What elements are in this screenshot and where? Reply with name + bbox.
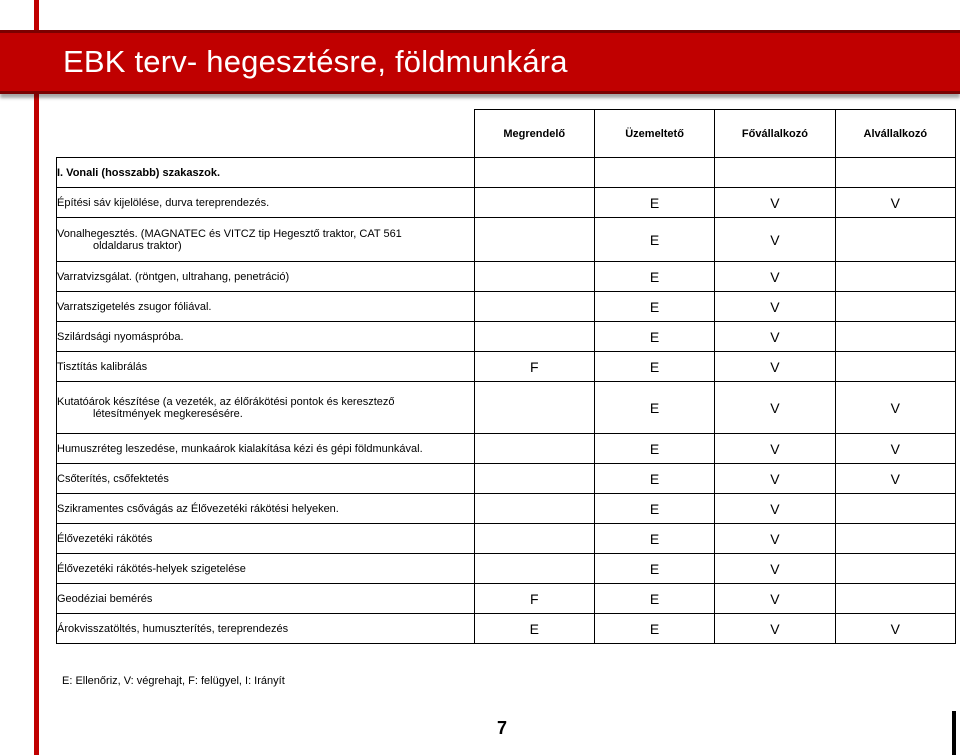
section-empty-cell <box>835 158 955 188</box>
row-text-continued: oldaldarus traktor) <box>93 239 182 252</box>
role-cell <box>835 322 955 352</box>
role-cell: E <box>594 464 714 494</box>
role-cell: E <box>594 382 714 434</box>
role-cell: E <box>594 584 714 614</box>
row-text: Tisztítás kalibrálás <box>57 360 148 373</box>
role-cell: E <box>474 614 594 644</box>
row-description <box>57 322 475 352</box>
section-label: I. Vonali (hosszabb) szakaszok. <box>57 158 475 188</box>
role-cell: E <box>594 292 714 322</box>
role-cell: V <box>715 524 835 554</box>
column-header: Üzemeltető <box>594 110 714 158</box>
row-description <box>57 262 475 292</box>
role-cell <box>474 494 594 524</box>
table-row <box>57 524 956 554</box>
role-cell: V <box>715 614 835 644</box>
table-row <box>57 464 956 494</box>
table-row <box>57 614 956 644</box>
header-row <box>57 110 956 158</box>
section-empty-cell <box>594 158 714 188</box>
role-cell: E <box>594 434 714 464</box>
role-cell <box>474 524 594 554</box>
table-row <box>57 218 956 262</box>
role-cell: V <box>835 382 955 434</box>
role-cell <box>835 218 955 262</box>
role-cell: F <box>474 584 594 614</box>
row-description <box>57 554 475 584</box>
role-cell <box>474 188 594 218</box>
role-cell: V <box>715 434 835 464</box>
row-text: Varratszigetelés zsugor fóliával. <box>57 300 212 313</box>
role-cell <box>474 464 594 494</box>
role-cell: V <box>715 188 835 218</box>
legend: E: Ellenőriz, V: végrehajt, F: felügyel, I: Irányít <box>62 675 285 687</box>
role-cell: V <box>715 322 835 352</box>
row-description <box>57 352 475 382</box>
table-row <box>57 188 956 218</box>
row-text: Humuszréteg leszedése, munkaárok kialakítása kézi és gépi földmunkával. <box>57 442 423 455</box>
role-cell: E <box>594 494 714 524</box>
role-cell <box>835 554 955 584</box>
left-accent-bar <box>34 0 39 755</box>
table-row <box>57 554 956 584</box>
role-cell <box>835 352 955 382</box>
role-cell <box>474 434 594 464</box>
row-text: Varratvizsgálat. (röntgen, ultrahang, penetráció) <box>57 270 290 283</box>
role-cell: V <box>715 352 835 382</box>
column-header: Megrendelő <box>474 110 594 158</box>
page-number: 7 <box>497 718 508 738</box>
row-description <box>57 188 475 218</box>
row-description <box>57 614 475 644</box>
role-cell: V <box>715 292 835 322</box>
role-cell <box>474 292 594 322</box>
column-header: Alvállalkozó <box>835 110 955 158</box>
role-cell: V <box>715 464 835 494</box>
table-row <box>57 292 956 322</box>
role-cell <box>474 382 594 434</box>
table-row <box>57 494 956 524</box>
role-cell <box>474 322 594 352</box>
row-description <box>57 292 475 322</box>
row-text: Élővezetéki rákötés <box>57 532 153 545</box>
role-cell: E <box>594 614 714 644</box>
role-cell: V <box>715 218 835 262</box>
row-description <box>57 494 475 524</box>
role-cell: V <box>835 464 955 494</box>
role-cell <box>474 554 594 584</box>
responsibility-table-body <box>57 110 956 644</box>
page-title: EBK terv- hegesztésre, földmunkára <box>63 44 568 79</box>
table-row <box>57 262 956 292</box>
table-row <box>57 352 956 382</box>
role-cell <box>474 218 594 262</box>
row-text: Építési sáv kijelölése, durva tereprendezés. <box>57 196 270 209</box>
table-row <box>57 322 956 352</box>
header-empty-cell <box>57 110 475 158</box>
role-cell: E <box>594 262 714 292</box>
section-empty-cell <box>715 158 835 188</box>
role-cell: V <box>715 554 835 584</box>
table-row <box>57 584 956 614</box>
role-cell: E <box>594 322 714 352</box>
corner-bar <box>952 711 956 755</box>
row-description <box>57 434 475 464</box>
row-text: Kutatóárok készítése (a vezeték, az élőrákötési pontok és keresztező <box>57 395 395 408</box>
row-description <box>57 382 475 434</box>
role-cell <box>835 584 955 614</box>
role-cell: V <box>835 188 955 218</box>
role-cell: E <box>594 188 714 218</box>
role-cell <box>835 292 955 322</box>
row-text-continued: létesítmények megkeresésére. <box>93 407 243 420</box>
row-description <box>57 464 475 494</box>
role-cell: V <box>715 262 835 292</box>
responsibility-table <box>56 109 956 644</box>
role-cell <box>474 262 594 292</box>
row-text: Szilárdsági nyomáspróba. <box>57 330 184 343</box>
section-row <box>57 158 956 188</box>
table-row <box>57 382 956 434</box>
role-cell: V <box>715 494 835 524</box>
row-description <box>57 218 475 262</box>
role-cell: V <box>715 584 835 614</box>
row-text: Szikramentes csővágás az Élővezetéki rákötési helyeken. <box>57 502 339 515</box>
row-text: Árokvisszatöltés, humuszterítés, tereprendezés <box>57 622 289 635</box>
role-cell: V <box>715 382 835 434</box>
section-empty-cell <box>474 158 594 188</box>
role-cell: V <box>835 434 955 464</box>
role-cell: E <box>594 554 714 584</box>
row-description <box>57 584 475 614</box>
role-cell <box>835 494 955 524</box>
role-cell: E <box>594 218 714 262</box>
row-text: Geodéziai bemérés <box>57 592 153 605</box>
column-header: Fővállalkozó <box>715 110 835 158</box>
role-cell <box>835 524 955 554</box>
role-cell: F <box>474 352 594 382</box>
role-cell: E <box>594 524 714 554</box>
role-cell: E <box>594 352 714 382</box>
row-text: Csőterítés, csőfektetés <box>57 472 169 485</box>
row-text: Élővezetéki rákötés-helyek szigetelése <box>57 562 246 575</box>
table-row <box>57 434 956 464</box>
role-cell <box>835 262 955 292</box>
row-description <box>57 524 475 554</box>
role-cell: V <box>835 614 955 644</box>
row-text: Vonalhegesztés. (MAGNATEC és VITCZ tip Hegesztő traktor, CAT 561 <box>57 227 402 240</box>
